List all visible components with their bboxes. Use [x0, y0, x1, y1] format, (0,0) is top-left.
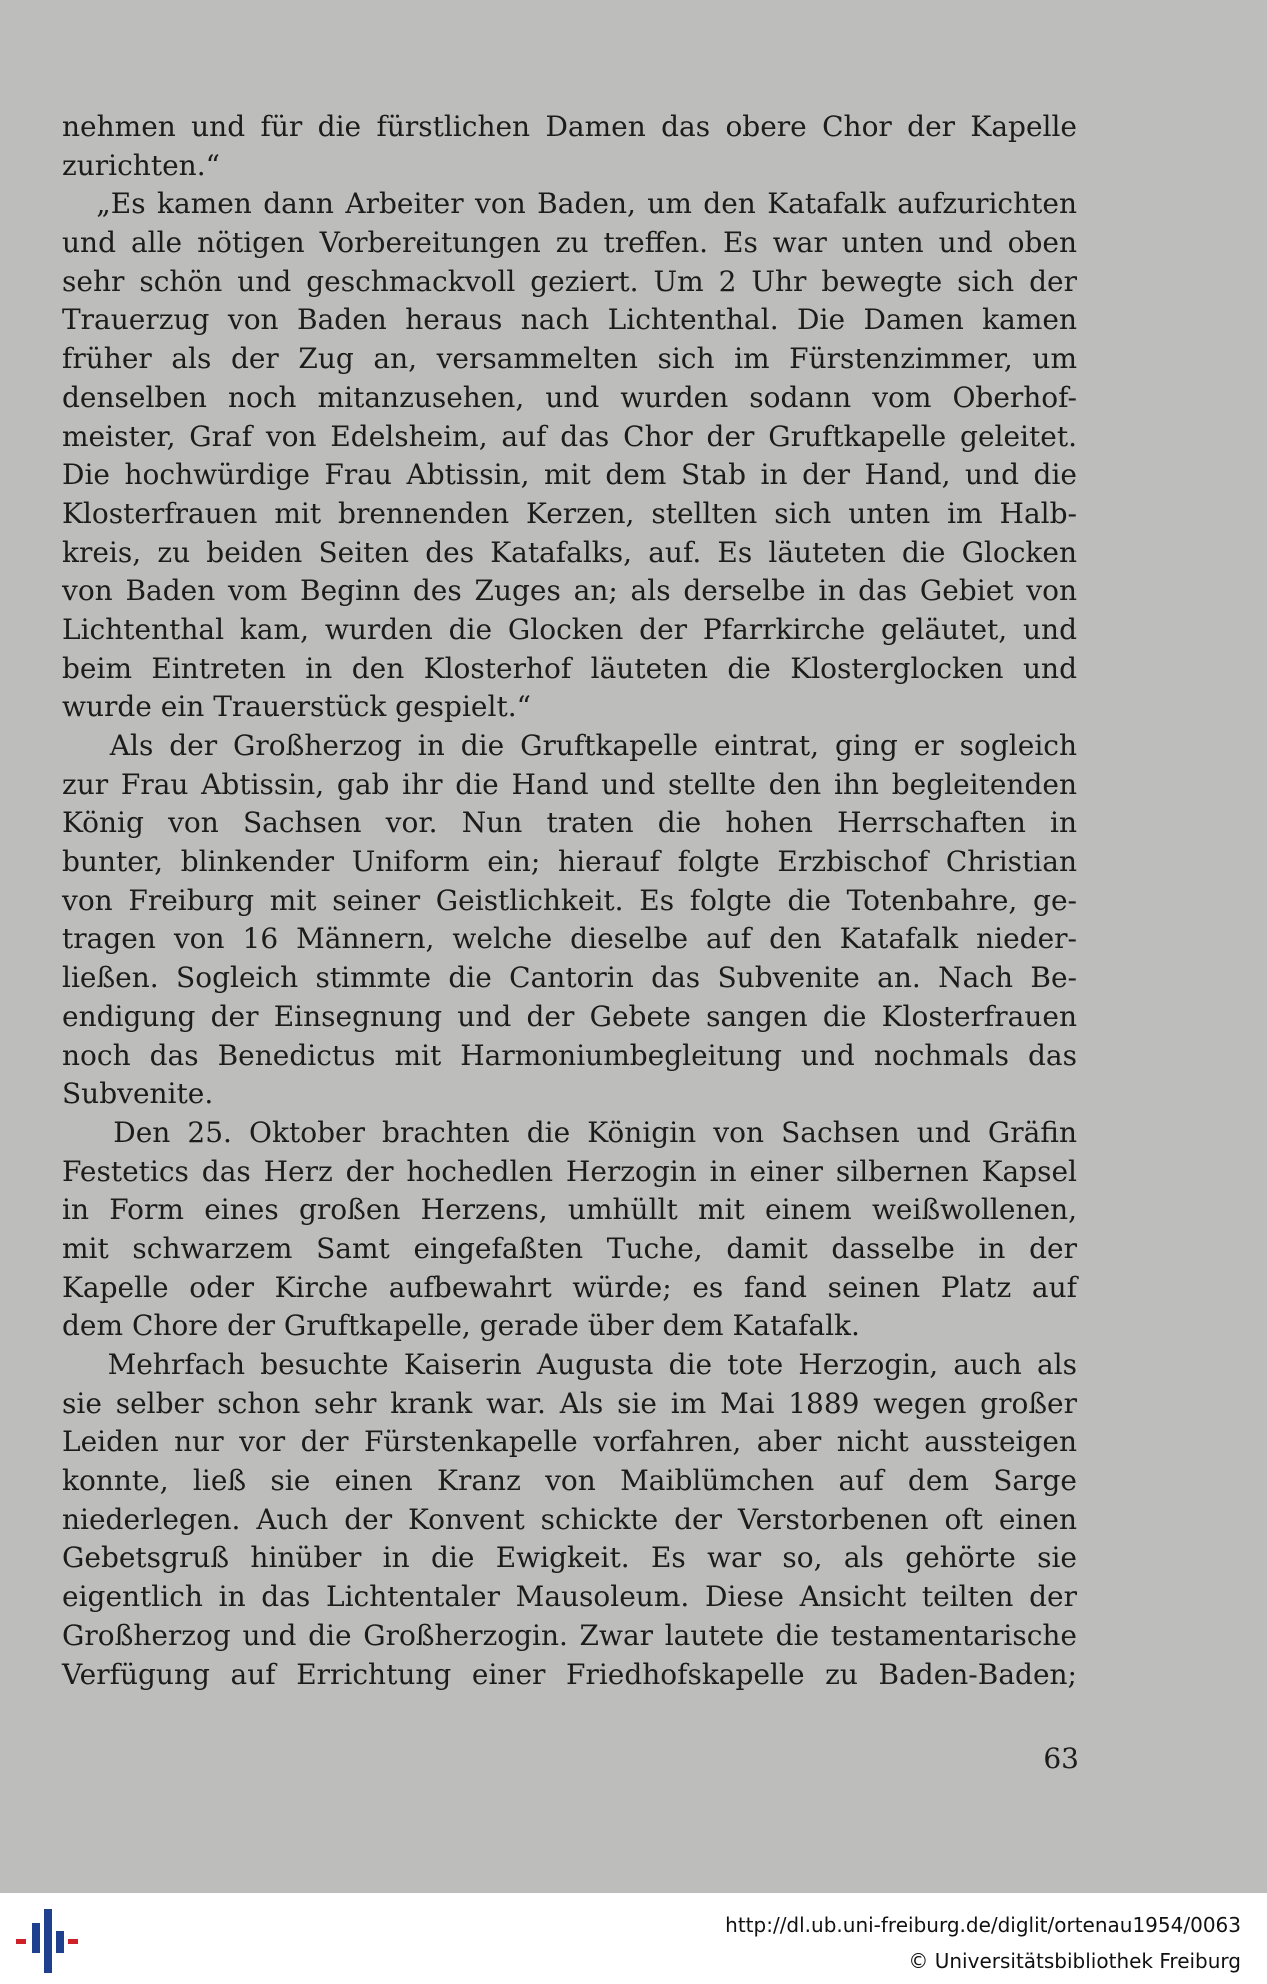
text-line: „Es kamen dann Arbeiter von Baden, um den Katafalk aufzurichten: [62, 187, 1077, 221]
footer: [0, 1893, 1267, 1984]
text-line: kreis, zu beiden Seiten des Katafalks, auf. Es läuteten die Glocken: [62, 535, 1077, 569]
text-line: zur Frau Abtissin, gab ihr die Hand und stellte den ihn begleitenden: [62, 767, 1077, 801]
text-line: Gebetsgruß hinüber in die Ewigkeit. Es war so, als gehörte sie: [62, 1541, 1077, 1575]
text-line: Großherzog und die Großherzogin. Zwar lautete die testamentarische: [62, 1618, 1077, 1652]
text-line: endigung der Einsegnung und der Gebete sangen die Klosterfrauen: [62, 999, 1077, 1033]
text-line: ließen. Sogleich stimmte die Cantorin das Subvenite an. Nach Be-: [62, 961, 1077, 995]
text-line: Trauerzug von Baden heraus nach Lichtenthal. Die Damen kamen: [62, 303, 1077, 337]
text-line: noch das Benedictus mit Harmoniumbegleitung und nochmals das: [62, 1038, 1077, 1072]
text-line: nehmen und für die fürstlichen Damen das obere Chor der Kapelle: [62, 110, 1077, 143]
text-line: tragen von 16 Männern, welche dieselbe auf den Katafalk nieder-: [62, 922, 1077, 956]
text-line: Lichtenthal kam, wurden die Glocken der Pfarrkirche geläutet, und: [62, 612, 1077, 646]
text-line: von Baden vom Beginn des Zuges an; als derselbe in das Gebiet von: [62, 574, 1077, 608]
text-line: meister, Graf von Edelsheim, auf das Chor der Gruftkapelle geleitet.: [62, 419, 1077, 453]
text-line: konnte, ließ sie einen Kranz von Maiblümchen auf dem Sarge: [62, 1464, 1077, 1498]
text-line: denselben noch mitanzusehen, und wurden sodann vom Oberhof-: [62, 380, 1077, 414]
text-line: zurichten.“: [62, 148, 220, 182]
body-text: [62, 108, 1077, 1694]
text-line: Kapelle oder Kirche aufbewahrt würde; es fand seinen Platz auf: [62, 1270, 1077, 1304]
text-line: Mehrfach besuchte Kaiserin Augusta die tote Herzogin, auch als: [62, 1348, 1077, 1381]
text-line: beim Eintreten in den Klosterhof läuteten die Klosterglocken und: [62, 651, 1077, 685]
text-line: Klosterfrauen mit brennenden Kerzen, stellten sich unten im Halb-: [62, 496, 1077, 530]
source-url[interactable]: http://dl.ub.uni-freiburg.de/diglit/ortenau1954/0063: [725, 1913, 1241, 1937]
text-line: bunter, blinkender Uniform ein; hierauf folgte Erzbischof Christian: [62, 845, 1077, 879]
text-line: mit schwarzem Samt eingefaßten Tuche, damit dasselbe in der: [62, 1231, 1077, 1265]
university-library-logo-icon: [12, 1901, 80, 1977]
text-line: früher als der Zug an, versammelten sich im Fürstenzimmer, um: [62, 342, 1077, 376]
text-line: Festetics das Herz der hochedlen Herzogin in einer silbernen Kapsel: [62, 1154, 1077, 1188]
text-line: Den 25. Oktober brachten die Königin von Sachsen und Gräfin: [62, 1115, 1077, 1149]
text-line: dem Chore der Gruftkapelle, gerade über dem Katafalk.: [62, 1309, 860, 1343]
text-line: in Form eines großen Herzens, umhüllt mit einem weißwollenen,: [62, 1193, 1077, 1227]
page-number: 63: [1043, 1742, 1079, 1775]
text-line: und alle nötigen Vorbereitungen zu treffen. Es war unten und oben: [62, 226, 1077, 260]
text-line: Die hochwürdige Frau Abtissin, mit dem Stab in der Hand, und die: [62, 458, 1077, 492]
text-line: wurde ein Trauerstück gespielt.“: [62, 690, 531, 724]
text-line: sehr schön und geschmackvoll geziert. Um 2 Uhr bewegte sich der: [62, 264, 1077, 298]
copyright-notice: © Universitätsbibliothek Freiburg: [908, 1949, 1241, 1973]
text-line: König von Sachsen vor. Nun traten die hohen Herrschaften in: [62, 806, 1077, 840]
text-line: eigentlich in das Lichtentaler Mausoleum. Diese Ansicht teilten der: [62, 1580, 1077, 1614]
text-line: Leiden nur vor der Fürstenkapelle vorfahren, aber nicht aussteigen: [62, 1425, 1077, 1459]
text-line: Subvenite.: [62, 1077, 214, 1111]
text-line: niederlegen. Auch der Konvent schickte der Verstorbenen oft einen: [62, 1502, 1077, 1536]
text-line: Als der Großherzog in die Gruftkapelle eintrat, ging er sogleich: [62, 729, 1077, 762]
text-line: sie selber schon sehr krank war. Als sie im Mai 1889 wegen großer: [62, 1386, 1077, 1420]
text-line: von Freiburg mit seiner Geistlichkeit. Es folgte die Totenbahre, ge-: [62, 883, 1077, 917]
text-line: Verfügung auf Errichtung einer Friedhofskapelle zu Baden-Baden;: [62, 1657, 1077, 1691]
